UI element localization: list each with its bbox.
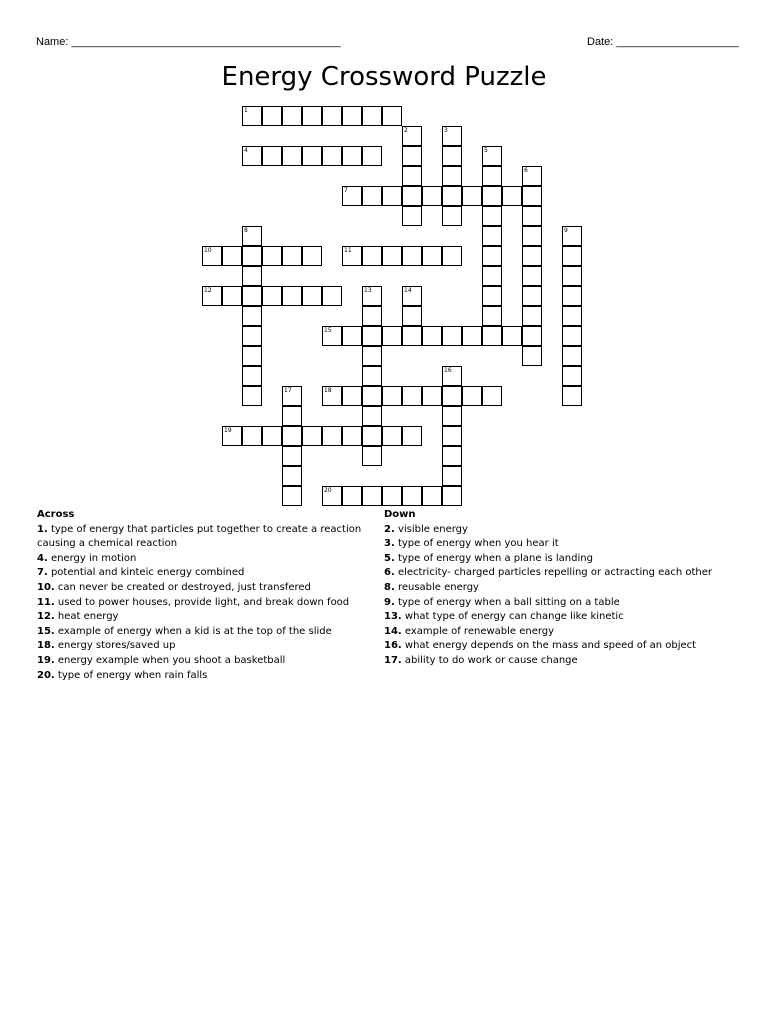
- grid-cell[interactable]: [282, 286, 302, 306]
- grid-cell[interactable]: [222, 246, 242, 266]
- grid-cell[interactable]: [402, 386, 422, 406]
- clue-number-label: 7: [344, 187, 348, 194]
- grid-cell[interactable]: [562, 226, 582, 246]
- across-clue: [37, 654, 367, 669]
- grid-cell[interactable]: [482, 386, 502, 406]
- clue-number: 4.: [37, 552, 48, 564]
- clue-number-label: 16: [444, 367, 452, 374]
- grid-cell[interactable]: [402, 166, 422, 186]
- grid-cell[interactable]: [402, 146, 422, 166]
- grid-cell[interactable]: [482, 326, 502, 346]
- clue-text: used to power houses, provide light, and break down food: [54, 596, 350, 608]
- grid-cell[interactable]: [462, 326, 482, 346]
- grid-cell[interactable]: [442, 366, 462, 386]
- grid-cell[interactable]: [522, 246, 542, 266]
- across-clue: [37, 669, 367, 684]
- grid-cell[interactable]: [282, 486, 302, 506]
- clue-number: 6.: [384, 567, 395, 579]
- across-clues: [37, 508, 367, 683]
- grid-cell[interactable]: [382, 186, 402, 206]
- grid-cell[interactable]: [262, 146, 282, 166]
- grid-cell[interactable]: [482, 146, 502, 166]
- grid-cell[interactable]: [322, 146, 342, 166]
- grid-cell[interactable]: [442, 406, 462, 426]
- grid-cell[interactable]: [362, 486, 382, 506]
- grid-cell[interactable]: [342, 186, 362, 206]
- grid-cell[interactable]: [242, 366, 262, 386]
- grid-cell[interactable]: [562, 266, 582, 286]
- clue-number-label: 8: [244, 227, 248, 234]
- across-clue: [37, 625, 367, 640]
- clue-number: 15.: [37, 625, 55, 637]
- clue-number: 2.: [384, 523, 395, 535]
- grid-cell[interactable]: [402, 326, 422, 346]
- clue-text: type of energy that particles put together to create a reaction causing a chemical reaction: [37, 523, 362, 550]
- across-clue: [37, 523, 367, 552]
- grid-cell[interactable]: [422, 386, 442, 406]
- across-clue: [37, 639, 367, 654]
- grid-cell[interactable]: [362, 146, 382, 166]
- clue-number-label: 17: [284, 387, 292, 394]
- clue-number-label: 11: [344, 247, 352, 254]
- grid-cell[interactable]: [522, 346, 542, 366]
- clue-text: energy example when you shoot a basketball: [54, 654, 286, 666]
- grid-cell[interactable]: [342, 106, 362, 126]
- grid-cell[interactable]: [362, 386, 382, 406]
- grid-cell[interactable]: [562, 386, 582, 406]
- grid-cell[interactable]: [342, 486, 362, 506]
- grid-cell[interactable]: [262, 286, 282, 306]
- clue-number: 3.: [384, 538, 395, 550]
- grid-cell[interactable]: [562, 326, 582, 346]
- grid-cell[interactable]: [242, 326, 262, 346]
- clue-number: 14.: [384, 625, 402, 637]
- down-clue: [384, 523, 734, 538]
- clue-number: 11.: [37, 596, 55, 608]
- grid-cell[interactable]: [442, 426, 462, 446]
- grid-cell[interactable]: [222, 426, 242, 446]
- grid-cell[interactable]: [442, 326, 462, 346]
- across-heading: Across: [37, 509, 75, 520]
- grid-cell[interactable]: [202, 286, 222, 306]
- across-clue: [37, 610, 367, 625]
- grid-cell[interactable]: [242, 286, 262, 306]
- grid-cell[interactable]: [402, 306, 422, 326]
- clue-text: type of energy when a plane is landing: [394, 552, 593, 564]
- grid-cell[interactable]: [282, 446, 302, 466]
- grid-cell[interactable]: [322, 106, 342, 126]
- down-clue: [384, 639, 734, 654]
- grid-cell[interactable]: [202, 246, 222, 266]
- grid-cell[interactable]: [522, 306, 542, 326]
- clue-number-label: 5: [484, 147, 488, 154]
- grid-cell[interactable]: [342, 326, 362, 346]
- grid-cell[interactable]: [362, 426, 382, 446]
- clue-number: 10.: [37, 581, 55, 593]
- grid-cell[interactable]: [522, 166, 542, 186]
- down-clue: [384, 537, 734, 552]
- grid-cell[interactable]: [362, 306, 382, 326]
- grid-cell[interactable]: [462, 386, 482, 406]
- grid-cell[interactable]: [522, 186, 542, 206]
- grid-cell[interactable]: [442, 146, 462, 166]
- grid-cell[interactable]: [382, 246, 402, 266]
- grid-cell[interactable]: [522, 326, 542, 346]
- grid-cell[interactable]: [402, 286, 422, 306]
- clue-number: 8.: [384, 581, 395, 593]
- clue-number-label: 2: [404, 127, 408, 134]
- grid-cell[interactable]: [282, 146, 302, 166]
- grid-cell[interactable]: [242, 106, 262, 126]
- grid-cell[interactable]: [362, 286, 382, 306]
- clue-number-label: 20: [324, 487, 332, 494]
- grid-cell[interactable]: [362, 366, 382, 386]
- grid-cell[interactable]: [242, 306, 262, 326]
- clue-number: 17.: [384, 654, 402, 666]
- clue-number-label: 3: [444, 127, 448, 134]
- grid-cell[interactable]: [282, 466, 302, 486]
- clue-text: potential and kinteic energy combined: [47, 567, 245, 579]
- down-heading: Down: [384, 509, 416, 520]
- grid-cell[interactable]: [342, 246, 362, 266]
- grid-cell[interactable]: [402, 126, 422, 146]
- grid-cell[interactable]: [322, 286, 342, 306]
- grid-cell[interactable]: [482, 246, 502, 266]
- grid-cell[interactable]: [382, 326, 402, 346]
- grid-cell[interactable]: [482, 226, 502, 246]
- grid-cell[interactable]: [502, 186, 522, 206]
- clue-number-label: 10: [204, 247, 212, 254]
- grid-cell[interactable]: [322, 326, 342, 346]
- grid-cell[interactable]: [282, 246, 302, 266]
- grid-cell[interactable]: [242, 346, 262, 366]
- grid-cell[interactable]: [402, 206, 422, 226]
- grid-cell[interactable]: [482, 206, 502, 226]
- grid-cell[interactable]: [522, 206, 542, 226]
- grid-cell[interactable]: [442, 206, 462, 226]
- grid-cell[interactable]: [302, 426, 322, 446]
- grid-cell[interactable]: [422, 246, 442, 266]
- grid-cell[interactable]: [242, 246, 262, 266]
- clue-text: example of energy when a kid is at the top of the slide: [54, 625, 332, 637]
- page-title: Energy Crossword Puzzle: [221, 62, 547, 92]
- grid-cell[interactable]: [322, 386, 342, 406]
- clue-text: energy stores/saved up: [54, 640, 176, 652]
- grid-cell[interactable]: [342, 146, 362, 166]
- clue-number-label: 15: [324, 327, 332, 334]
- clue-number: 12.: [37, 611, 55, 623]
- down-clue: [384, 654, 734, 669]
- clue-number: 1.: [37, 523, 48, 535]
- grid-cell[interactable]: [262, 426, 282, 446]
- clue-text: ability to do work or cause change: [401, 654, 578, 666]
- grid-cell[interactable]: [562, 246, 582, 266]
- grid-cell[interactable]: [502, 326, 522, 346]
- grid-cell[interactable]: [402, 426, 422, 446]
- clue-text: reusable energy: [394, 581, 479, 593]
- grid-cell[interactable]: [482, 266, 502, 286]
- down-clue: [384, 610, 734, 625]
- grid-cell[interactable]: [522, 266, 542, 286]
- grid-cell[interactable]: [282, 386, 302, 406]
- clue-text: heat energy: [54, 611, 119, 623]
- grid-cell[interactable]: [242, 146, 262, 166]
- clue-text: what energy depends on the mass and speed of an object: [401, 640, 697, 652]
- grid-cell[interactable]: [442, 486, 462, 506]
- grid-cell[interactable]: [382, 426, 402, 446]
- grid-cell[interactable]: [242, 386, 262, 406]
- date-field-label: Date: ____________________: [587, 36, 739, 48]
- grid-cell[interactable]: [322, 426, 342, 446]
- grid-cell[interactable]: [442, 246, 462, 266]
- clue-number-label: 19: [224, 427, 232, 434]
- grid-cell[interactable]: [482, 166, 502, 186]
- grid-cell[interactable]: [362, 186, 382, 206]
- across-clue: [37, 552, 367, 567]
- grid-cell[interactable]: [322, 486, 342, 506]
- crossword-grid: [0, 0, 768, 510]
- grid-cell[interactable]: [482, 286, 502, 306]
- clue-text: can never be created or destroyed, just transfered: [54, 581, 311, 593]
- grid-cell[interactable]: [482, 186, 502, 206]
- grid-cell[interactable]: [482, 306, 502, 326]
- clue-text: energy in motion: [47, 552, 137, 564]
- clue-number: 9.: [384, 596, 395, 608]
- clue-number: 16.: [384, 640, 402, 652]
- down-clue-list: [384, 523, 734, 669]
- grid-cell[interactable]: [282, 106, 302, 126]
- down-clues: [384, 508, 734, 669]
- clue-text: electricity- charged particles repelling or actracting each other: [394, 567, 713, 579]
- grid-cell[interactable]: [562, 366, 582, 386]
- grid-cell[interactable]: [402, 246, 422, 266]
- clue-number-label: 12: [204, 287, 212, 294]
- grid-cell[interactable]: [442, 186, 462, 206]
- down-clue: [384, 625, 734, 640]
- clue-number-label: 9: [564, 227, 568, 234]
- across-clue: [37, 596, 367, 611]
- clue-number-label: 6: [524, 167, 528, 174]
- clue-number: 7.: [37, 567, 48, 579]
- grid-cell[interactable]: [442, 126, 462, 146]
- grid-cell[interactable]: [522, 286, 542, 306]
- across-clue-list: [37, 523, 367, 684]
- across-clue: [37, 581, 367, 596]
- grid-cell[interactable]: [362, 406, 382, 426]
- grid-cell[interactable]: [382, 386, 402, 406]
- down-clue: [384, 566, 734, 581]
- across-clue: [37, 566, 367, 581]
- clue-number: 5.: [384, 552, 395, 564]
- grid-cell[interactable]: [422, 486, 442, 506]
- clue-number: 18.: [37, 640, 55, 652]
- clue-text: type of energy when rain falls: [54, 669, 208, 681]
- grid-cell[interactable]: [242, 266, 262, 286]
- grid-cell[interactable]: [562, 346, 582, 366]
- grid-cell[interactable]: [522, 226, 542, 246]
- clue-number-label: 13: [364, 287, 372, 294]
- name-field-label: Name: ____________________________________________: [36, 36, 341, 48]
- grid-cell[interactable]: [382, 106, 402, 126]
- grid-cell[interactable]: [222, 286, 242, 306]
- grid-cell[interactable]: [402, 486, 422, 506]
- clue-number-label: 18: [324, 387, 332, 394]
- clue-number: 19.: [37, 654, 55, 666]
- grid-cell[interactable]: [462, 186, 482, 206]
- grid-cell[interactable]: [262, 246, 282, 266]
- grid-cell[interactable]: [342, 426, 362, 446]
- grid-cell[interactable]: [302, 106, 322, 126]
- grid-cell[interactable]: [362, 446, 382, 466]
- grid-cell[interactable]: [282, 406, 302, 426]
- grid-cell[interactable]: [362, 106, 382, 126]
- grid-cell[interactable]: [262, 106, 282, 126]
- clue-text: example of renewable energy: [401, 625, 555, 637]
- grid-cell[interactable]: [442, 446, 462, 466]
- grid-cell[interactable]: [302, 286, 322, 306]
- grid-cell[interactable]: [402, 186, 422, 206]
- clue-text: visible energy: [394, 523, 468, 535]
- grid-cell[interactable]: [422, 326, 442, 346]
- grid-cell[interactable]: [362, 346, 382, 366]
- clue-number-label: 14: [404, 287, 412, 294]
- grid-cell[interactable]: [302, 246, 322, 266]
- grid-cell[interactable]: [362, 246, 382, 266]
- grid-cell[interactable]: [442, 386, 462, 406]
- clue-text: type of energy when you hear it: [394, 538, 559, 550]
- clue-number-label: 4: [244, 147, 248, 154]
- down-clue: [384, 581, 734, 596]
- grid-cell[interactable]: [442, 166, 462, 186]
- grid-cell[interactable]: [442, 466, 462, 486]
- grid-cell[interactable]: [282, 426, 302, 446]
- grid-cell[interactable]: [422, 186, 442, 206]
- clue-number-label: 1: [244, 107, 248, 114]
- grid-cell[interactable]: [362, 326, 382, 346]
- clue-text: type of energy when a ball sitting on a table: [394, 596, 620, 608]
- grid-cell[interactable]: [242, 426, 262, 446]
- clue-text: what type of energy can change like kinetic: [401, 611, 624, 623]
- grid-cell[interactable]: [302, 146, 322, 166]
- down-clue: [384, 552, 734, 567]
- grid-cell[interactable]: [342, 386, 362, 406]
- down-clue: [384, 596, 734, 611]
- clue-number: 20.: [37, 669, 55, 681]
- grid-cell[interactable]: [562, 286, 582, 306]
- clue-number: 13.: [384, 611, 402, 623]
- grid-cell[interactable]: [242, 226, 262, 246]
- grid-cell[interactable]: [562, 306, 582, 326]
- grid-cell[interactable]: [382, 486, 402, 506]
